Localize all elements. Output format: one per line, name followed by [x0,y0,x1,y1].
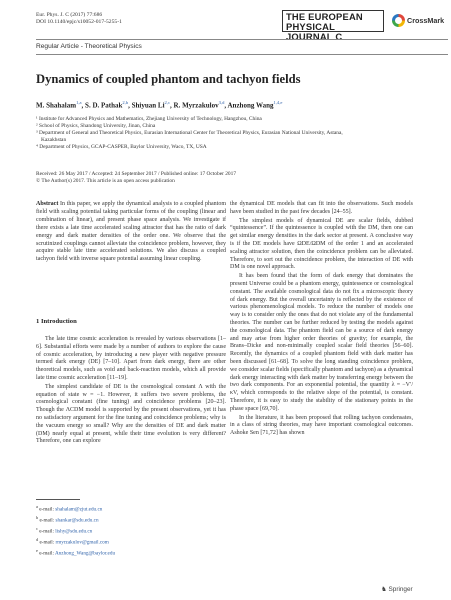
paragraph: It has been found that the form of dark energy that dominates the present Universe could be a phantom energy, quintessence or cosmological constant. The available cosmological data do not fix a microscopic theory of dark energy. But the overall uncertainty is reflected by the existence of various phenomenological models. To reduce the number of models one way is to consider only the ones that do not violate any of the fundamental theories. The number can be further reduced by testing the models against the cosmological data. The phantom field can be a source of dark energy and may arise from higher order theories of gravity; for example, the Brans–Dicke and non-minimally coupled scalar field theories [56–60]. Recently, the dynamics of a coupled phantom field with dark matter has been discussed [61–68]. To solve the long standing coincidence problem, we consider scalar fields (specifically phantom and tachyon) as a dynamical dark energy interacting with dark matter by transferring energy between the two dark components. For an exponential potential, the quantity λ = −V′/κV, which corresponds to the relative slope of the potential, is constant. Therefore, it is easy to study the stability of the stationary points in the phase space [69,70]. [230,273,413,412]
journal-name-line1: THE EUROPEAN [286,11,363,22]
publisher-name: Springer [388,586,413,593]
author-affiliation-mark[interactable]: 1,4,e [273,100,283,105]
doi[interactable]: DOI 10.1140/epjc/s10052-017-5255-1 [36,19,122,25]
crossmark-label: CrossMark [407,16,445,25]
journal-logo [282,10,384,42]
crossmark-icon [392,14,405,27]
section-heading-introduction: 1 Introduction [36,318,77,325]
paragraph: The simplest candidate of DE is the cosmological constant Λ with the equation of state w = −1. However, it suffers two severe problems, the cosmological constant (fine tuning) and coincidence problems [20–23]. Though the ΛCDM model is supported by the present observations, yet it has no satisfactory argument for the fine tuning and coincidence problems; why is the vacuum energy so small? Why are the densities of DE and dark matter (DM) nearly equal at present, while their time evolution is very different? Therefore, one can explore [36,383,226,445]
author-name: Anzhong Wang [227,101,274,110]
email-footnote: $^b$ e-mail: shankar@sdu.edu.cn [36,515,99,524]
received-accepted-dates: Received: 26 May 2017 / Accepted: 24 September 2017 / Published online: 17 October 2017 [36,171,237,177]
email-footnote: $^e$ e-mail: Anzhong_Wang@baylor.edu [36,548,116,557]
header-rule-top [36,39,448,40]
author-affiliation-mark[interactable]: 1,a [76,100,82,105]
paragraph: The late time cosmic acceleration is revealed by various observations [1–6]. Substantial efforts were made by a number of authors to explore the cause of cosmic acceleration, by introducing a new player with negative pressure termed dark energy (DE) [7–10]. Apart from dark energy, there are other theoretical models, such as void and back-reaction models, which all provide late time cosmic acceleration [11–19]. [36,336,226,381]
email-footnote: $^d$ e-mail: rmyrzakulov@gmail.com [36,537,109,546]
header-rule-bottom [36,54,448,55]
author-list: M. Shahalam$^{1,a}$, S. D. Pathak$^{2,b}$, Shiyuan Li$^{2,c}$, R. Myrzakulov$^{3,d}$, Anzhong Wang$^{1,4,e}$ [36,100,283,110]
author-name: S. D. Pathak [85,101,123,110]
abstract [36,201,226,264]
paragraph: the dynamical DE models that can fit into the observations. Such models have been studied in the past few decades [24–55]. [230,201,413,215]
author-name: Shiyuan Li [131,101,165,110]
author-affiliation-mark[interactable]: 2,c [164,100,171,105]
springer-horse-icon: ♞ [381,586,387,593]
paragraph: The simplest models of dynamical DE are scalar fields, dubbed “quintessence”. If the quintessence is coupled with the DM, then one can get similar energy densities in the dark sector at present. A conclusive way is if the DE models have ΩDE/ΩDM of the order 1 and an accelerated scaling attractor solution, then the coincidence problem can be alleviated. Therefore, to sort out the coincidence problem, the interaction of DE with DM is one novel approach. [230,217,413,271]
author-name: M. Shahalam [36,101,77,110]
author-affiliation-mark[interactable]: 2,b [122,100,129,105]
crossmark-badge[interactable] [392,13,444,29]
journal-reference [36,12,122,26]
abstract-label: Abstract [36,201,59,207]
affiliation-line: ⁴ Department of Physics, GCAP-CASPER, Baylor University, Waco, TX, USA [36,143,207,150]
email-link[interactable]: rmyrzakulov@gmail.com [55,539,109,546]
email-link[interactable]: lishy@sdu.edu.cn [55,528,93,535]
email-link[interactable]: shahalam@zjut.edu.cn [55,506,103,513]
copyright-notice: © The Author(s) 2017. This article is an open access publication [36,177,175,184]
affiliation-line: ³ Department of General and Theoretical Physics, Eurasian International Center for Theoretical Physics, Eurasian National University, Astana, [36,129,343,136]
right-column-body [230,201,413,438]
left-column-body [36,336,226,446]
affiliations [36,116,446,151]
email-footnote: $^c$ e-mail: lishy@sdu.edu.cn [36,526,93,535]
email-link[interactable]: Anzhong_Wang@baylor.edu [54,550,116,557]
journal-citation: Eur. Phys. J. C (2017) 77:686 [36,12,103,18]
affiliation-line: Kazakhstan [41,136,67,143]
publisher-logo [381,585,413,593]
article-category: Regular Article - Theoretical Physics [36,43,142,50]
email-footnotes [36,499,115,558]
publication-dates [36,171,236,185]
article-title: Dynamics of coupled phantom and tachyon fields [36,72,301,86]
author-name: R. Myrzakulov [173,101,219,110]
paragraph: In the literature, it has been proposed that rolling tachyon condensates, in a class of string theories, may have important cosmological outcomes. Ashoke Sen [71,72] has shown [230,414,413,437]
email-link[interactable]: shankar@sdu.edu.cn [55,517,99,524]
email-footnote: $^a$ e-mail: shahalam@zjut.edu.cn [36,504,103,513]
abstract-text: In this paper, we apply the dynamical analysis to a coupled phantom field with scaling potential taking particular forms of the coupling (linear and combination of linear), and present phase space analysis. We investigate if there exists a late time accelerated scaling attractor that has the ratio of dark energy and dark matter densities of the order one. We observe that the scrutinized couplings cannot alleviate the coincidence problem, however, they acquire stable late time accelerated solutions. We also discuss a coupled tachyon field with inverse square potential assuming linear coupling. [36,201,226,263]
affiliation-line: ² School of Physics, Shandong University, Jinan, China [36,122,156,129]
footnote-rule [36,499,80,500]
author-affiliation-mark[interactable]: 3,d [218,100,225,105]
journal-name-line2: PHYSICAL JOURNAL C [286,21,343,42]
affiliation-line: ¹ Institute for Advanced Physics and Mathematics, Zhejiang University of Technology, Hangzhou, China [36,116,262,122]
